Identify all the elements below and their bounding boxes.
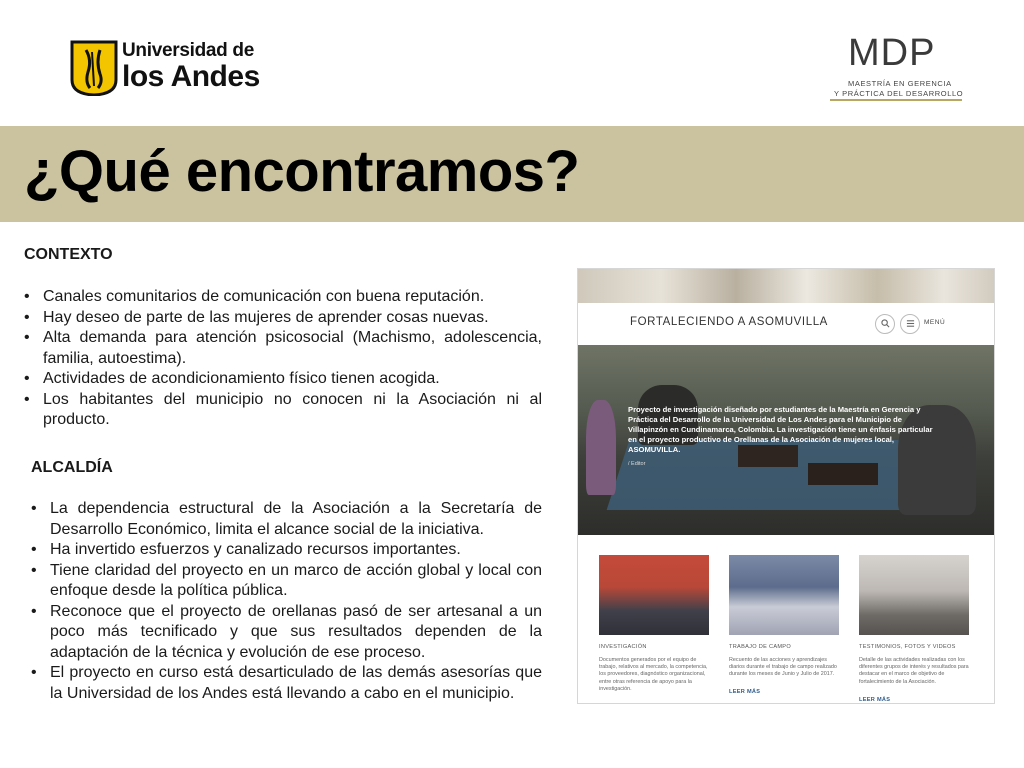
universidad-de-los-andes-logo	[70, 38, 260, 98]
website-search-icon	[875, 314, 895, 334]
contexto-bullet-item: • Hay deseo de parte de las mujeres de aprender cosas nuevas.	[24, 308, 542, 329]
card-title: INVESTIGACIÓN	[599, 644, 647, 650]
card-image-investigacion	[599, 555, 709, 635]
uniandes-shield-icon	[70, 40, 118, 96]
alcaldia-heading: ALCALDÍA	[31, 459, 113, 476]
alcaldia-bullet-item: • Reconoce que el proyecto de orellanas pasó de ser artesanal a un poco más tecnificado y que sus resultados dependen de la adaptación de la técnica y evolución de ese proceso.	[31, 602, 542, 664]
alcaldia-bullet-list	[31, 499, 542, 704]
logo-line-1: Universidad de	[122, 40, 255, 61]
mdp-logo-underline	[830, 99, 962, 101]
mdp-logo	[830, 32, 965, 102]
website-hero-author: / Editor	[628, 461, 646, 467]
alcaldia-bullet-item: • La dependencia estructural de la Asociación a la Secretaría de Desarrollo Económico, limita el alcance social de la iniciativa.	[31, 499, 542, 540]
hero-tray	[808, 463, 878, 485]
mdp-logo-title: MDP	[848, 32, 936, 74]
card-description: Documentos generados por el equipo de trabajo, relativos al mercado, la competencia, los proveedores, diagnóstico organizacional, entre otras referencia de apoyo para la investigación.	[599, 657, 708, 692]
card-image-trabajo-de-campo	[729, 555, 839, 635]
card-image-testimonios	[859, 555, 969, 635]
contexto-heading: CONTEXTO	[24, 246, 113, 263]
contexto-bullet-item: • Canales comunitarios de comunicación con buena reputación.	[24, 287, 542, 308]
card-read-more-link: LEER MÁS	[729, 689, 761, 695]
page-title: ¿Qué encontramos?	[24, 139, 580, 204]
website-navbar	[578, 303, 994, 345]
title-band	[0, 126, 1024, 222]
card-title: TRABAJO DE CAMPO	[729, 644, 791, 650]
website-hero-image	[578, 345, 994, 535]
hero-person	[586, 400, 616, 495]
contexto-bullet-list	[24, 287, 542, 431]
website-screenshot	[577, 268, 995, 704]
contexto-bullet-item: • Actividades de acondicionamiento físico tienen acogida.	[24, 369, 542, 390]
mdp-logo-subtitle-2: Y PRÁCTICA DEL DESARROLLO	[834, 89, 964, 98]
contexto-bullet-item: • Los habitantes del municipio no conocen ni la Asociación ni al producto.	[24, 390, 542, 431]
mdp-logo-subtitle-1: MAESTRÍA EN GERENCIA	[848, 79, 952, 88]
website-top-photo	[578, 269, 994, 303]
card-description: Recuento de las acciones y aprendizajes diarios durante el trabajo de campo realizado durante los meses de Junio y Julio de 2017.	[729, 657, 837, 678]
card-description: Detalle de las actividades realizadas con los diferentes grupos de interés y resultados para destacar en el marco de objetivo de fortalecimiento de la Asociación.	[859, 657, 969, 685]
card-read-more-link: LEER MÁS	[859, 697, 891, 703]
alcaldia-bullet-item: • Tiene claridad del proyecto en un marco de acción global y local con enfoque desde la política pública.	[31, 561, 542, 602]
contexto-bullet-item: • Alta demanda para atención psicosocial (Machismo, adolescencia, familia, autoestima).	[24, 328, 542, 369]
website-hero-caption: Proyecto de investigación diseñado por estudiantes de la Maestría en Gerencia y Práctica del Desarrollo de la Universidad de Los Andes para el Municipio de Villapinzón en Cundinamarca, Colombia. La investigación tiene un énfasis particular en el proyecto productivo de Orellanas de la Asociación de mujeres local, ASOMUVILLA.	[628, 405, 933, 454]
logo-line-2: los Andes	[122, 60, 260, 93]
card-title: TESTIMONIOS, FOTOS Y VIDEOS	[859, 644, 956, 650]
website-hamburger-icon	[900, 314, 920, 334]
alcaldia-bullet-item: • El proyecto en curso está desarticulado de las demás asesorías que la Universidad de los Andes está llevando a cabo en el municipio.	[31, 663, 542, 704]
alcaldia-bullet-item: • Ha invertido esfuerzos y canalizado recursos importantes.	[31, 540, 542, 561]
website-menu-label: MENÚ	[924, 319, 946, 326]
website-site-title: FORTALECIENDO A ASOMUVILLA	[630, 316, 828, 328]
